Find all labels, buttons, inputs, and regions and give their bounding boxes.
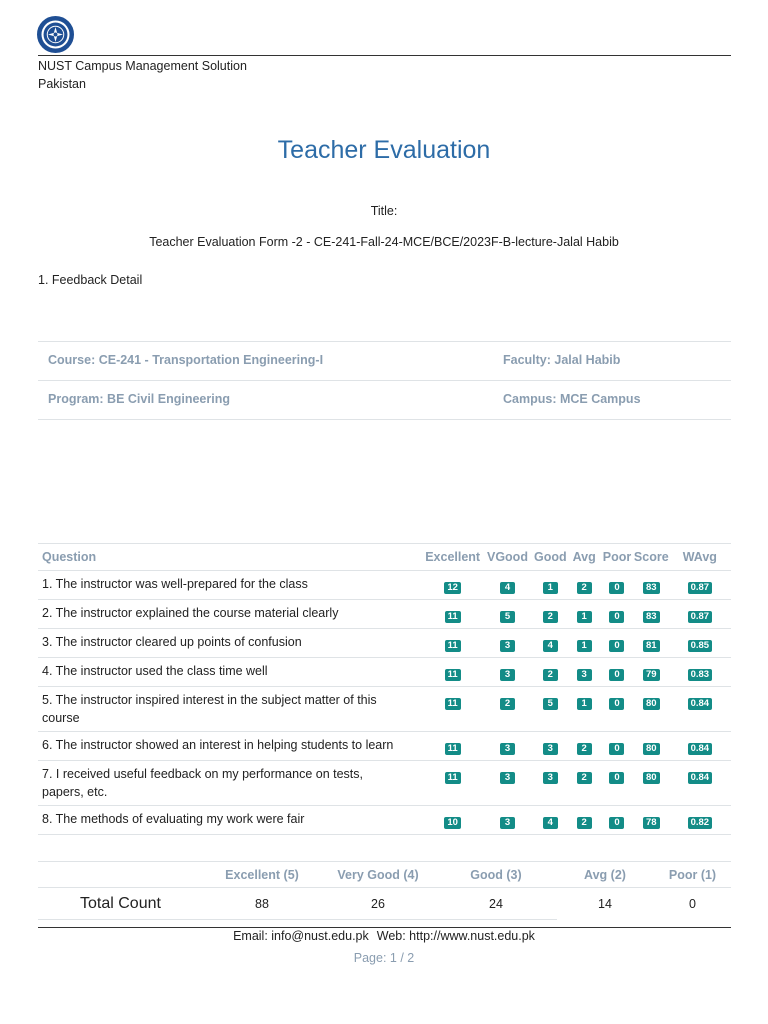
col-vgood: VGood [483,544,533,571]
col-wavg: WAvg [669,544,731,571]
title-label: Title: [370,204,398,218]
poor-count-badge: 0 [609,698,624,710]
table-row [38,571,731,600]
wavg-badge: 0.87 [688,582,713,594]
section-heading: 1. Feedback Detail [38,273,143,287]
organization-country: Pakistan [38,77,86,91]
total-good: 24 [489,897,503,911]
col-avg: Avg [568,544,600,571]
col-very-good-4: Very Good (4) [320,862,436,888]
question-text: 6. The instructor showed an interest in helping students to learn [38,732,423,761]
excellent-count-badge: 12 [444,582,461,594]
excellent-count-badge: 11 [445,669,461,681]
good-count-badge: 2 [543,669,558,681]
score-badge: 80 [643,772,660,784]
poor-count-badge: 0 [609,669,624,681]
col-good: Good [532,544,568,571]
col-question: Question [38,544,423,571]
poor-count-badge: 0 [609,743,624,755]
excellent-count-badge: 10 [444,817,461,829]
excellent-count-badge: 11 [445,640,461,652]
page-number: Page: 1 / 2 [353,951,415,965]
wavg-badge: 0.87 [688,611,713,623]
program-field: Program: BE Civil Engineering [48,392,230,406]
col-good-3: Good (3) [436,862,556,888]
total-very-good: 26 [371,897,385,911]
organization-block [38,57,247,93]
poor-count-badge: 0 [609,611,624,623]
avg-count-badge: 1 [577,611,592,623]
col-poor: Poor [600,544,634,571]
vgood-count-badge: 3 [500,669,515,681]
vgood-count-badge: 5 [500,611,515,623]
excellent-count-badge: 11 [445,772,461,784]
totals-label-header [38,862,204,888]
score-badge: 79 [643,669,660,681]
good-count-badge: 3 [543,772,558,784]
total-count-label: Total Count [80,895,161,912]
wavg-badge: 0.84 [688,698,713,710]
vgood-count-badge: 3 [500,743,515,755]
nust-logo [37,16,74,53]
col-score: Score [634,544,669,571]
good-count-badge: 3 [543,743,558,755]
campus-field: Campus: MCE Campus [503,392,641,406]
totals-divider [38,919,557,920]
score-badge: 80 [643,698,660,710]
total-avg: 14 [598,897,612,911]
totals-table [38,861,731,920]
avg-count-badge: 3 [577,669,592,681]
poor-count-badge: 0 [609,817,624,829]
question-text: 4. The instructor used the class time well [38,658,423,687]
score-badge: 78 [643,817,660,829]
total-poor: 0 [689,897,696,911]
col-excellent: Excellent [423,544,483,571]
score-badge: 81 [643,640,660,652]
good-count-badge: 1 [543,582,558,594]
table-row [38,732,731,761]
nust-emblem-icon [39,18,72,51]
footer-contact [0,929,768,943]
avg-count-badge: 1 [577,640,592,652]
good-count-badge: 4 [543,817,558,829]
questions-header-row [38,544,731,571]
good-count-badge: 2 [543,611,558,623]
footer-email: Email: info@nust.edu.pk [233,929,369,943]
table-row [38,687,731,732]
col-excellent-5: Excellent (5) [204,862,320,888]
faculty-field: Faculty: Jalal Habib [503,353,621,367]
avg-count-badge: 2 [577,743,592,755]
vgood-count-badge: 4 [500,582,515,594]
excellent-count-badge: 11 [445,698,461,710]
good-count-badge: 4 [543,640,558,652]
question-text: 2. The instructor explained the course material clearly [38,600,423,629]
course-field: Course: CE-241 - Transportation Engineering-I [48,353,324,367]
wavg-badge: 0.83 [688,669,713,681]
wavg-badge: 0.82 [688,817,713,829]
score-badge: 83 [643,611,660,623]
vgood-count-badge: 3 [500,640,515,652]
organization-name: NUST Campus Management Solution [38,59,247,73]
question-text: 1. The instructor was well-prepared for the class [38,571,423,600]
question-text: 7. I received useful feedback on my performance on tests, papers, etc. [38,761,423,806]
wavg-badge: 0.84 [688,772,713,784]
score-badge: 83 [643,582,660,594]
header-divider [38,55,731,56]
table-row [38,761,731,806]
poor-count-badge: 0 [609,582,624,594]
vgood-count-badge: 2 [500,698,515,710]
excellent-count-badge: 11 [445,611,461,623]
poor-count-badge: 0 [609,640,624,652]
col-avg-2: Avg (2) [556,862,654,888]
total-excellent: 88 [255,897,269,911]
excellent-count-badge: 11 [445,743,461,755]
question-text: 8. The methods of evaluating my work were fair [38,806,423,835]
col-poor-1: Poor (1) [654,862,731,888]
avg-count-badge: 2 [577,817,592,829]
questions-table [38,543,731,835]
score-badge: 80 [643,743,660,755]
table-row [38,629,731,658]
totals-header-row [38,862,731,888]
question-text: 5. The instructor inspired interest in the subject matter of this course [38,687,423,732]
avg-count-badge: 2 [577,772,592,784]
footer-web: Web: http://www.nust.edu.pk [376,929,535,943]
table-row [38,658,731,687]
course-info-table [38,341,731,420]
avg-count-badge: 1 [577,698,592,710]
wavg-badge: 0.84 [688,743,713,755]
info-row [38,341,731,380]
form-title: Teacher Evaluation Form -2 - CE-241-Fall-24-MCE/BCE/2023F-B-lecture-Jalal Habib [149,235,619,249]
page-title: Teacher Evaluation [277,136,491,164]
table-row [38,806,731,835]
info-row [38,380,731,420]
footer-divider [38,927,731,928]
good-count-badge: 5 [543,698,558,710]
wavg-badge: 0.85 [688,640,713,652]
vgood-count-badge: 3 [500,817,515,829]
totals-row [38,888,731,921]
vgood-count-badge: 3 [500,772,515,784]
table-row [38,600,731,629]
question-text: 3. The instructor cleared up points of confusion [38,629,423,658]
poor-count-badge: 0 [609,772,624,784]
avg-count-badge: 2 [577,582,592,594]
